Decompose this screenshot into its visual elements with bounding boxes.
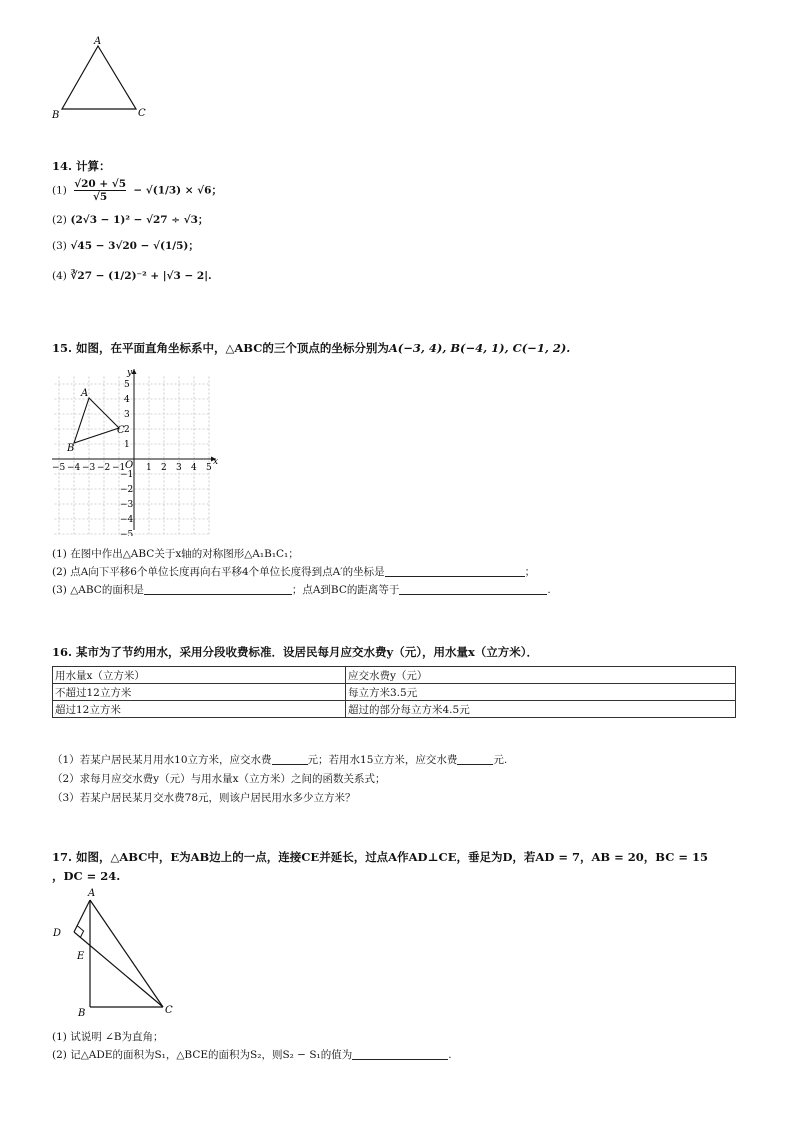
y-tick-label: 3 [124,410,130,420]
x-tick-label: 1 [146,463,152,473]
table-cell: 不超过12立方米 [53,684,346,701]
answer-blank[interactable] [457,752,493,765]
q15-sub3: (3) △ABC的面积是 ；点A到BC的距离等于 . [52,584,551,596]
label-b: B [52,110,60,121]
answer-blank[interactable] [385,564,525,577]
q16-sub1: （1）若某户居民某月用水10立方米，应交水费 元；若用水15立方米，应交水费 元. [52,754,508,766]
coordinate-grid [50,366,225,536]
x-tick-label: −1 [112,463,126,473]
x-tick-label: −2 [97,463,111,473]
y-tick-label: −4 [120,515,134,525]
table-row [53,684,736,701]
water-fee-table [52,666,736,718]
x-tick-label: 5 [206,463,212,473]
q14-item-1: (1) $\frac{√20 + √5}{√5}$ − √(1/3) × √6； [52,178,222,203]
q14-item-4: (4) ∛27 − (1/2)⁻² + |√3 − 2|. [52,270,212,282]
q17-heading-line1: 17. 如图，△ABC中，E为AB边上的一点，连接CE并延长，过点A作AD⊥CE，垂足为D，若AD = 7，AB = 20，BC = 15 [52,850,708,864]
table-cell: 用水量x（立方米） [53,667,346,684]
table-row [53,667,736,684]
answer-blank[interactable] [352,1047,448,1060]
q17-heading-line2: ，DC = 24. [52,869,121,883]
label-d: D [53,928,62,939]
triangle-ade-figure [48,886,183,1026]
x-tick-label: 2 [161,463,167,473]
q17-sub1: (1) 试说明 ∠B为直角； [52,1031,164,1043]
y-tick-label: −1 [120,470,134,480]
x-tick-label: 3 [176,463,182,473]
label-c: C [165,1005,173,1016]
origin-label: O [125,460,134,471]
y-tick-label: 1 [124,440,130,450]
table-cell: 超过的部分每立方米4.5元 [346,701,736,718]
q16-sub3: （3）若某户居民某月交水费78元，则该户居民用水多少立方米？ [52,792,356,804]
y-tick-label: 4 [124,395,130,405]
q15-sub2: (2) 点A向下平移6个单位长度再向右平移4个单位长度得到点A′的坐标是 ； [52,566,536,578]
y-tick-label: 2 [124,425,130,435]
label-a: A [94,36,102,47]
answer-blank[interactable] [144,582,292,595]
point-c-label: C [117,425,125,436]
x-axis-label: x [213,457,219,467]
x-tick-label: 4 [191,463,197,473]
point-a-label: A [81,388,89,399]
table-cell: 超过12立方米 [53,701,346,718]
label-b: B [78,1008,86,1019]
label-e: E [77,951,85,962]
label-a: A [88,888,96,899]
answer-blank[interactable] [399,582,547,595]
y-axis-label: y [127,368,133,378]
table-cell: 应交水费y（元） [346,667,736,684]
y-tick-label: −3 [120,500,134,510]
q14-item-3: (3) √45 − 3√20 − √(1/5)； [52,240,199,252]
answer-blank[interactable] [272,752,308,765]
point-b-label: B [67,443,75,454]
y-tick-label: −5 [120,530,134,536]
q14-heading: 14. 计算： [52,159,111,173]
triangle-figure [48,34,158,124]
x-tick-label: −5 [52,463,66,473]
label-c: C [138,108,146,119]
x-tick-label: −3 [82,463,96,473]
q14-item-2: (2) (2√3 − 1)² − √27 ÷ √3； [52,214,209,226]
triangle-abc [74,398,119,443]
y-tick-label: 5 [124,380,130,390]
q16-heading: 16. 某市为了节约用水，采用分段收费标准．设居民每月应交水费y（元），用水量x（立方米）． [52,645,539,659]
table-cell: 每立方米3.5元 [346,684,736,701]
q15-heading: 15. 如图，在平面直角坐标系中，△ABC的三个顶点的坐标分别为A(−3, 4), B(−4, 1), C(−1, 2). [52,341,571,355]
y-tick-label: −2 [120,485,134,495]
q16-sub2: （2）求每月应交水费y（元）与用水量x（立方米）之间的函数关系式； [52,773,386,785]
q17-sub2: (2) 记△ADE的面积为S₁，△BCE的面积为S₂，则S₂ − S₁的值为 . [52,1049,452,1061]
x-tick-label: −4 [67,463,81,473]
q15-sub1: (1) 在图中作出△ABC关于x轴的对称图形△A₁B₁C₁； [52,548,299,560]
table-row [53,701,736,718]
